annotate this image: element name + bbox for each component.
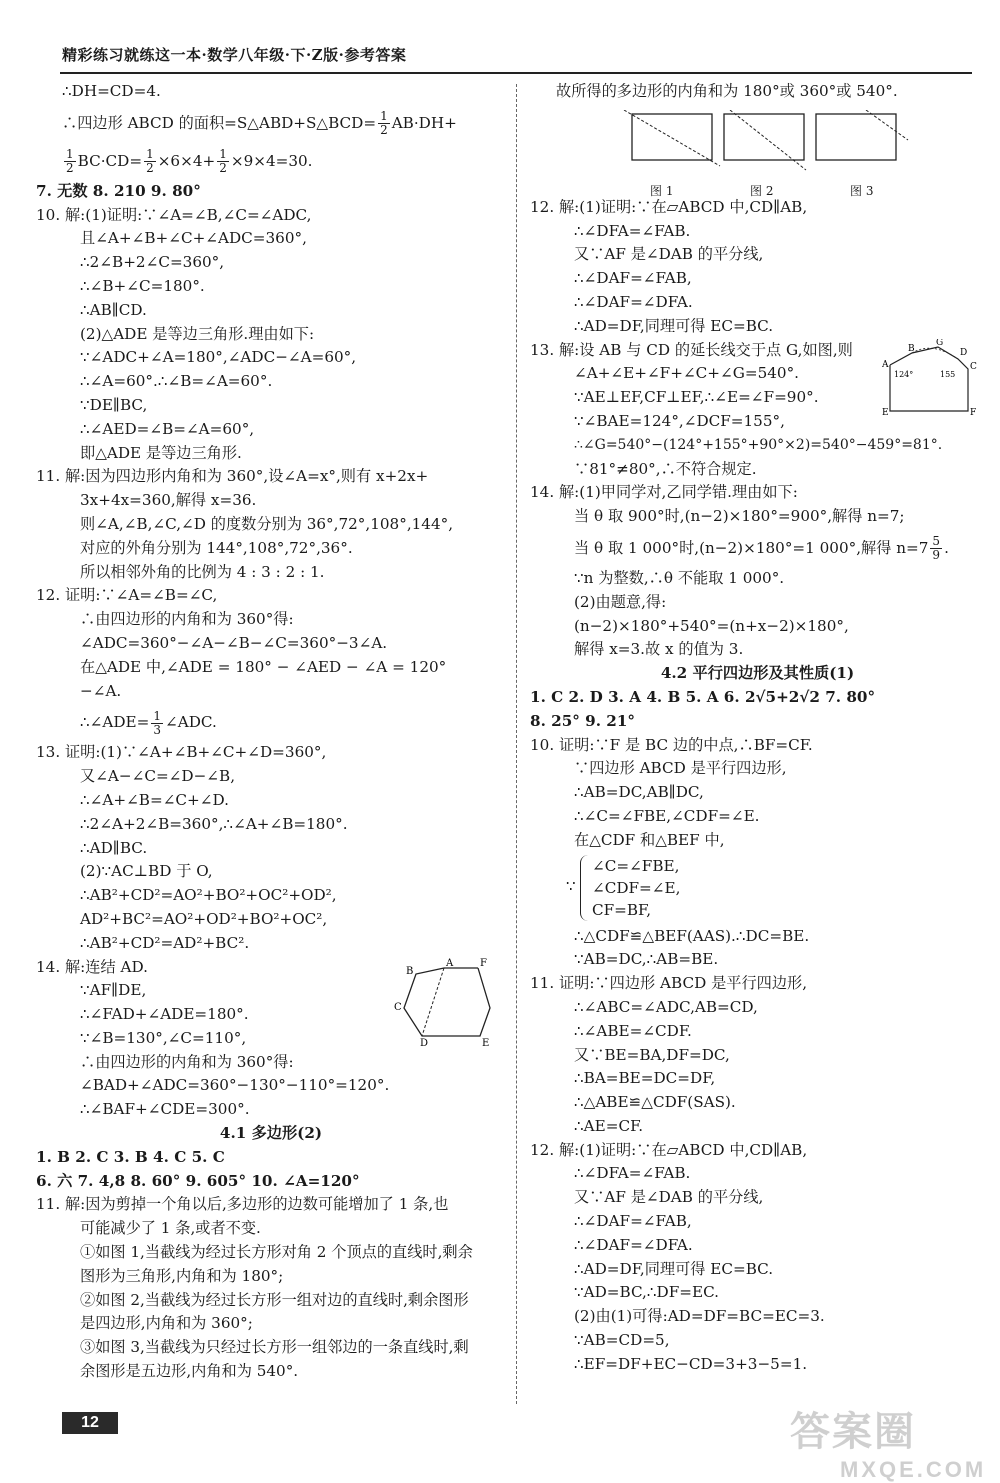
page-number: 12 [62,1412,118,1434]
section-title: 4.1 多边形(2) [219,1124,323,1143]
header-rule [60,72,972,74]
question-13: 13. 证明:(1)∵∠A+∠B+∠C+∠D=360°, 又∠A−∠C=∠D−∠B, ∴∠A+∠B=∠C+∠D. ∴2∠A+2∠B=360°,∴∠A+∠B=180°. ∴AD∥BC. (2)∵AC⊥BD 于 O, ∴AB²+CD²=AO²+BO²+OC²+OD², AD²+BC²=AO²+OD²+BO²+OC², ∴AB²+CD²=AD²+BC². [36,743,348,952]
hexagon-figure [392,958,502,1046]
label-d: D [420,1037,429,1046]
label-b: B [406,965,414,977]
angle-label: 155 [940,369,956,379]
question-12-parallelogram: 12. 解:(1)证明:∵在▱ABCD 中,CD∥AB, ∴∠DFA=∠FAB. 又∵AF 是∠DAB 的平分线, ∴∠DAF=∠FAB, ∴∠DAF=∠DFA. ∴AD=DF,同理可得 EC=BC. ∵AD=BC,∴DF=EC. (2)由(1)可得:AD=DF=BC=EC=3. ∵AB=CD=5, ∴EF=DF+EC−CD=3+3−5=1. [530,1140,825,1373]
column-divider [516,84,517,1404]
question-12-right: 12. 解:(1)证明:∵在▱ABCD 中,CD∥AB, ∴∠DFA=∠FAB. 又∵AF 是∠DAB 的平分线, ∴∠DAF=∠FAB, ∴∠DAF=∠DFA. ∴AD=DF,同理可得 EC=BC. [530,197,808,335]
label-f: F [970,407,977,418]
label-f: F [480,957,487,969]
question-14: 14. 解:连结 AD. ∵AF∥DE, ∴∠FAD+∠ADE=180°. ∵∠B=130°,∠C=110°, ∴由四边形的内角和为 360°得: ∠BAD+∠ADC=360°−130°−110°=120°. ∴∠BAF+∠CDE=300°. A B C D E F [36,956,506,1123]
answer-line: 8. 25° 9. 21° [530,711,636,730]
label-d: D [960,347,968,358]
label-c: C [970,361,977,372]
fraction: $\frac{1}{2}$ [66,147,74,176]
left-brace [580,855,589,921]
since-symbol: ∵ [566,876,576,895]
rectangle-figures [530,104,985,196]
question-10-right: 10. 证明:∵F 是 BC 边的中点,∴BF=CF. ∵四边形 ABCD 是平行四边形, ∴AB=DC,AB∥DC, ∴∠C=∠FBE,∠CDF=∠E. 在△CDF 和△BEF 中, ∵ ∠C=∠FBE, ∠CDF=∠E, CF=BF, ∴△CDF≌△BEF(AAS).∴DC=BE. ∵AB=DC,∴AB=BE. [530,734,985,973]
angle-label: 124° [894,369,914,379]
label-e: E [882,407,889,418]
fraction: $\frac{1}{2}$ [146,147,154,176]
answer-line: 7. 无数 8. 210 9. 80° [36,181,201,200]
text-line: ∴DH=CD=4. [62,82,161,100]
answer-line: 1. B 2. C 3. B 4. C 5. C [36,1147,225,1166]
question-11-right: 11. 证明:∵四边形 ABCD 是平行四边形, ∴∠ABC=∠ADC,AB=CD, ∴∠ABE=∠CDF. 又∵BE=BA,DF=DC, ∴BA=BE=DC=DF, ∴△ABE≌△CDF(SAS). ∴AE=CF. [530,974,808,1135]
figure-caption: 图 3 [850,183,874,198]
pentagon-figure [882,339,982,419]
page-header: 精彩练习就练这一本·数学八年级·下·Z版·参考答案 [62,46,407,64]
rectangles-svg [620,110,910,180]
fraction: $\frac{1}{3}$ [153,708,161,737]
question-12: 12. 证明:∵∠A=∠B=∠C, ∴由四边形的内角和为 360°得: ∠ADC=360°−∠A−∠B−∠C=360°−3∠A. 在△ADE 中,∠ADE = 180° − ∠AED − ∠A = 120° −∠A. ∴∠ADE= $\frac{1}{3}$ ∠ADC. [36,584,506,741]
fraction: $\frac{1}{2}$ [380,109,388,138]
question-11: 11. 解:因为四边形内角和为 360°,设∠A=x°,则有 x+2x+ 3x+4x=360,解得 x=36. 则∠A,∠B,∠C,∠D 的度数分别为 36°,72°,108°,144°, 对应的外角分别为 144°,108°,72°,36°. 所以相邻外角的比例为 4 : 3 : 2 : 1. [36,467,454,581]
watermark: 答案圈 MXQE.COM [790,1410,987,1482]
label-a: A [446,957,454,969]
label-g: G [936,338,944,348]
fraction: $\frac{5}{9}$ [932,534,941,563]
label-e: E [482,1037,490,1046]
question-13-right: 13. 解:设 AB 与 CD 的延长线交于点 G,如图,则 ∠A+∠E+∠F+∠C+∠G=540°. ∵AE⊥EF,CF⊥EF,∴∠E=∠F=90°. ∵∠BAE=124°,∠DCF=155°, ∴∠G=540°−(124°+155°+90°×2)=540°−459°=81°. ∵81°≠80°,∴不符合规定. G B D A C E F 124° 155 [530,339,985,482]
answer-line: 1. C 2. D 3. A 4. B 5. A 6. 2√5+2√2 7. 80° [530,687,876,706]
text-line: ∴∠ADE= $\frac{1}{3}$ ∠ADC. [80,708,217,737]
question-14-right: 14. 解:(1)甲同学对,乙同学错.理由如下: 当 θ 取 900°时,(n−2)×180°=900°,解得 n=7; 当 θ 取 1 000°时,(n−2)×180°=1 000°,解得 n=7 $\frac{5}{9}$ . ∵n 为整数,∴θ 不能取 1 000°. (2)由题意,得: (n−2)×180°+540°=(n+x−2)×180°, 解得 x=3.故 x 的值为 3. [530,481,985,662]
right-column [530,80,985,1377]
label-b: B [908,343,915,354]
text-line: 10. 解:(1)证明:∵∠A=∠B,∠C=∠ADC, [36,205,312,224]
answer-line: 6. 六 7. 4,8 8. 60° 9. 605° 10. ∠A=120° [36,1171,360,1190]
label-a: A [882,359,889,370]
figure-caption: 图 2 [750,183,774,198]
figure-caption: 图 1 [650,183,674,198]
left-column [36,80,506,1384]
fraction: $\frac{1}{2}$ [219,147,227,176]
text-line: $\frac{1}{2}$ BC·CD= $\frac{1}{2}$ ×6×4+ $\frac{1}{2}$ ×9×4=30. [66,147,313,176]
section-title: 4.2 平行四边形及其性质(1) [660,664,855,683]
question-10: 10. 解:(1)证明:∵∠A=∠B,∠C=∠ADC, 且∠A+∠B+∠C+∠ADC=360°, ∴2∠B+2∠C=360°, ∴∠B+∠C=180°. ∴AB∥CD. (2)△ADE 是等边三角形.理由如下: ∵∠ADC+∠A=180°,∠ADC−∠A=60°, ∴∠A=60°.∴∠B=∠A=60°. ∵DE∥BC, ∴∠AED=∠B=∠A=60°, 即△ADE 是等边三角形. [36,204,506,466]
label-c: C [394,1001,402,1013]
brace-system: ∵ ∠C=∠FBE, ∠CDF=∠E, CF=BF, [566,856,681,919]
text-line: ∴四边形 ABCD 的面积=S△ABD+S△BCD= $\frac{1}{2}$ AB·DH+ [62,109,457,138]
text-line: 故所得的多边形的内角和为 180°或 360°或 540°. [556,82,898,100]
question-11-polygon: 11. 解:因为剪掉一个角以后,多边形的边数可能增加了 1 条,也 可能减少了 1 条,或者不变. ①如图 1,当截线为经过长方形对角 2 个顶点的直线时,剩余 图形为三角形,内角和为 180°; ②如图 2,当截线为经过长方形一组对边的直线时,剩余图形 是四边形,内角和为 360°; ③如图 3,当截线为只经过长方形一组邻边的一条直线时,剩 余图形是五边形,内角和为 540°. [36,1195,473,1381]
text-line: 当 θ 取 1 000°时,(n−2)×180°=1 000°,解得 n=7 $\frac{5}{9}$ . [574,534,949,563]
